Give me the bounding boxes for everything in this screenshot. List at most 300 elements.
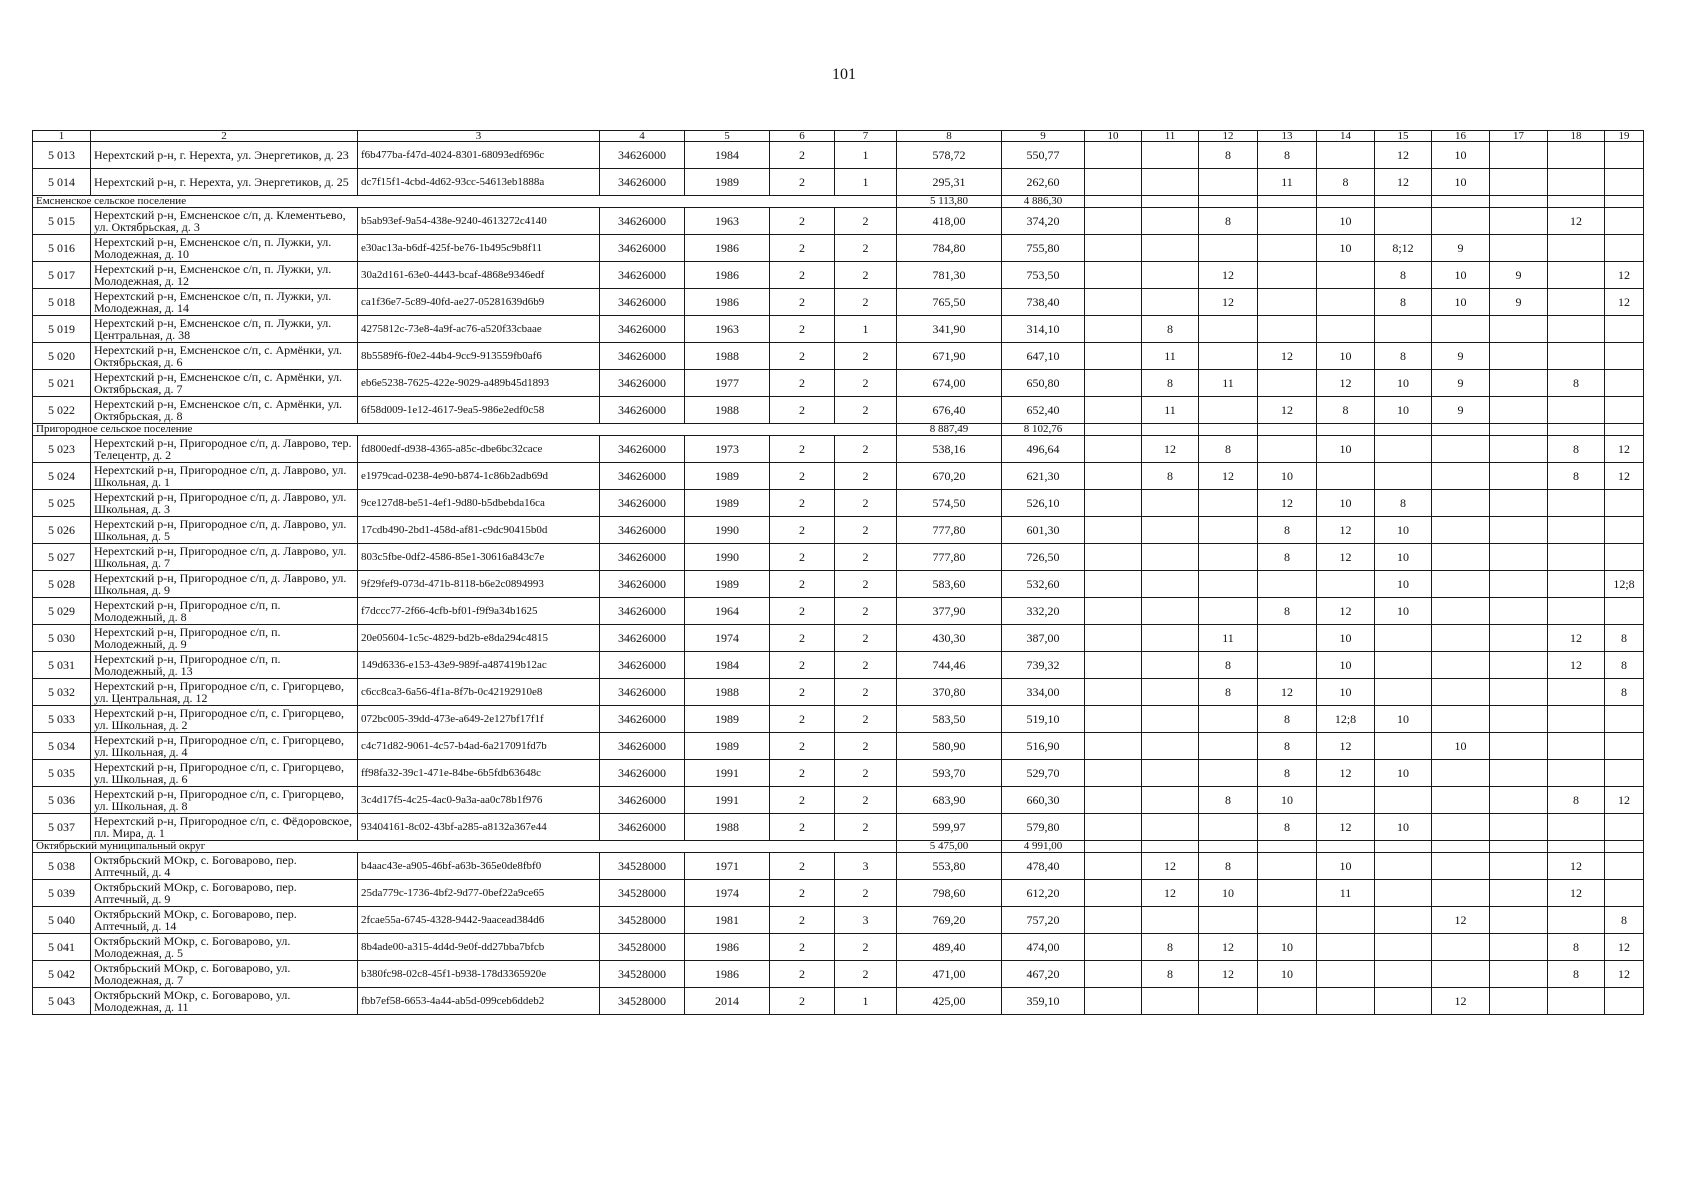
table-cell: 2 (770, 652, 835, 679)
table-cell (1548, 988, 1605, 1015)
table-cell (1548, 142, 1605, 169)
table-cell (1258, 289, 1317, 316)
table-cell: 34626000 (600, 544, 685, 571)
table-cell (1085, 370, 1142, 397)
table-cell: 519,10 (1002, 706, 1085, 733)
table-cell: 387,00 (1002, 625, 1085, 652)
table-cell: 370,80 (897, 679, 1002, 706)
header-row (33, 131, 1644, 142)
table-cell (1085, 343, 1142, 370)
table-cell: 34626000 (600, 463, 685, 490)
table-cell (1548, 169, 1605, 196)
table-cell: 12 (1199, 934, 1258, 961)
table-cell (1605, 814, 1644, 841)
row-number-cell: 5 027 (33, 544, 91, 571)
table-cell (1432, 841, 1490, 853)
table-cell (1605, 853, 1644, 880)
table-cell: 10 (1258, 463, 1317, 490)
table-cell (1085, 490, 1142, 517)
table-cell (1548, 679, 1605, 706)
table-cell: 12 (1375, 169, 1432, 196)
table-cell: 8 (1317, 397, 1375, 424)
table-cell: 8 (1375, 262, 1432, 289)
table-cell: 374,20 (1002, 208, 1085, 235)
column-header: 17 (1490, 131, 1548, 142)
table-cell (1432, 571, 1490, 598)
table-cell: 11 (1199, 370, 1258, 397)
section-total-9: 8 102,76 (1002, 424, 1085, 436)
table-cell: 11 (1142, 397, 1199, 424)
guid-cell: 8b4ade00-a315-4d4d-9e0f-dd27bba7bfcb (358, 934, 600, 961)
table-cell (1199, 316, 1258, 343)
address-cell: Нерехтский р-н, Пригородное с/п, с. Фёдоровское, пл. Мира, д. 1 (91, 814, 358, 841)
table-cell: 755,80 (1002, 235, 1085, 262)
table-cell: 739,32 (1002, 652, 1085, 679)
table-cell: 418,00 (897, 208, 1002, 235)
table-cell (1085, 652, 1142, 679)
table-cell (1199, 706, 1258, 733)
section-total-8: 8 887,49 (897, 424, 1002, 436)
table-cell (1258, 424, 1317, 436)
table-cell: 580,90 (897, 733, 1002, 760)
table-cell: 8 (1142, 463, 1199, 490)
table-row (33, 235, 1644, 262)
table-cell: 10 (1375, 517, 1432, 544)
table-cell: 2 (770, 370, 835, 397)
table-cell (1605, 142, 1644, 169)
table-row (33, 343, 1644, 370)
table-cell (1317, 142, 1375, 169)
row-number-cell: 5 013 (33, 142, 91, 169)
table-cell (1142, 679, 1199, 706)
table-cell: 8 (1258, 814, 1317, 841)
table-cell (1317, 934, 1375, 961)
table-cell: 1974 (685, 625, 770, 652)
row-number-cell: 5 031 (33, 652, 91, 679)
table-cell (1432, 625, 1490, 652)
table-cell: 2 (835, 208, 897, 235)
row-number-cell: 5 034 (33, 733, 91, 760)
table-cell (1142, 571, 1199, 598)
row-number-cell: 5 042 (33, 961, 91, 988)
table-cell: 34626000 (600, 262, 685, 289)
table-cell (1258, 841, 1317, 853)
table-cell: 1986 (685, 235, 770, 262)
table-cell (1317, 316, 1375, 343)
address-cell: Нерехтский р-н, Пригородное с/п, с. Григорцево, ул. Школьная, д. 4 (91, 733, 358, 760)
table-cell: 8 (1375, 490, 1432, 517)
table-cell: 34626000 (600, 679, 685, 706)
table-cell: 1986 (685, 961, 770, 988)
table-cell (1258, 907, 1317, 934)
column-header: 1 (33, 131, 91, 142)
table-cell: 12 (1258, 490, 1317, 517)
table-cell: 12 (1317, 814, 1375, 841)
table-cell: 676,40 (897, 397, 1002, 424)
table-cell: 2 (770, 679, 835, 706)
table-cell: 574,50 (897, 490, 1002, 517)
table-cell: 8 (1142, 316, 1199, 343)
table-cell: 1991 (685, 787, 770, 814)
row-number-cell: 5 023 (33, 436, 91, 463)
address-cell: Нерехтский р-н, Емсненское с/п, п. Лужки, ул. Молодежная, д. 12 (91, 262, 358, 289)
table-row (33, 436, 1644, 463)
table-cell (1605, 490, 1644, 517)
table-cell: 9 (1432, 343, 1490, 370)
table-cell: 12 (1605, 463, 1644, 490)
guid-cell: b5ab93ef-9a54-438e-9240-4613272c4140 (358, 208, 600, 235)
table-cell: 12 (1142, 436, 1199, 463)
table-cell (1490, 652, 1548, 679)
table-cell: 10 (1375, 571, 1432, 598)
table-cell: 496,64 (1002, 436, 1085, 463)
table-cell (1490, 208, 1548, 235)
table-cell: 2 (770, 760, 835, 787)
table-cell: 34626000 (600, 208, 685, 235)
column-header: 7 (835, 131, 897, 142)
table-cell (1085, 424, 1142, 436)
table-cell: 1977 (685, 370, 770, 397)
table-cell: 8 (1199, 436, 1258, 463)
table-cell (1258, 988, 1317, 1015)
table-cell (1375, 787, 1432, 814)
table-cell: 10 (1258, 787, 1317, 814)
table-cell (1199, 544, 1258, 571)
guid-cell: 93404161-8c02-43bf-a285-a8132a367e44 (358, 814, 600, 841)
table-cell: 8 (1605, 652, 1644, 679)
table-cell (1199, 235, 1258, 262)
table-cell (1085, 196, 1142, 208)
table-cell: 34626000 (600, 289, 685, 316)
table-cell (1142, 652, 1199, 679)
row-number-cell: 5 022 (33, 397, 91, 424)
row-number-cell: 5 043 (33, 988, 91, 1015)
table-cell: 2 (835, 880, 897, 907)
table-cell (1142, 841, 1199, 853)
table-cell (1490, 544, 1548, 571)
table-cell: 1963 (685, 316, 770, 343)
table-cell (1605, 760, 1644, 787)
table-cell (1085, 961, 1142, 988)
guid-cell: 20e05604-1c5c-4829-bd2b-e8da294c4815 (358, 625, 600, 652)
table-cell (1375, 424, 1432, 436)
table-cell: 671,90 (897, 343, 1002, 370)
guid-cell: 8b5589f6-f0e2-44b4-9cc9-913559fb0af6 (358, 343, 600, 370)
table-cell: 34626000 (600, 706, 685, 733)
table-cell: 2 (770, 544, 835, 571)
address-cell: Нерехтский р-н, Емсненское с/п, п. Лужки, ул. Молодежная, д. 14 (91, 289, 358, 316)
table-row (33, 625, 1644, 652)
column-header: 18 (1548, 131, 1605, 142)
table-cell: 2 (835, 397, 897, 424)
table-cell: 2 (835, 262, 897, 289)
table-cell (1375, 652, 1432, 679)
table-cell (1548, 733, 1605, 760)
table-cell: 10 (1432, 289, 1490, 316)
table-cell: 8 (1258, 598, 1317, 625)
address-cell: Октябрьский МОкр, с. Боговарово, ул. Молодежная, д. 5 (91, 934, 358, 961)
table-cell (1142, 544, 1199, 571)
address-cell: Октябрьский МОкр, с. Боговарово, ул. Молодежная, д. 7 (91, 961, 358, 988)
row-number-cell: 5 020 (33, 343, 91, 370)
table-cell: 2 (835, 370, 897, 397)
table-cell (1490, 571, 1548, 598)
table-cell (1605, 841, 1644, 853)
table-cell (1605, 880, 1644, 907)
table-cell (1548, 316, 1605, 343)
table-cell (1085, 142, 1142, 169)
table-cell: 1989 (685, 463, 770, 490)
table-cell: 9 (1490, 289, 1548, 316)
table-cell (1142, 907, 1199, 934)
table-cell (1317, 961, 1375, 988)
table-cell: 12;8 (1317, 706, 1375, 733)
table-cell: 12 (1432, 988, 1490, 1015)
table-cell (1085, 880, 1142, 907)
table-cell (1432, 787, 1490, 814)
table-cell: 8 (1258, 706, 1317, 733)
table-cell (1142, 196, 1199, 208)
table-cell: 599,97 (897, 814, 1002, 841)
table-cell (1199, 841, 1258, 853)
guid-cell: 2fcae55a-6745-4328-9442-9aacead384d6 (358, 907, 600, 934)
address-cell: Нерехтский р-н, Пригородное с/п, д. Лаврово, ул. Школьная, д. 5 (91, 517, 358, 544)
address-cell: Нерехтский р-н, Пригородное с/п, п. Молодежный, д. 9 (91, 625, 358, 652)
table-cell: 12 (1605, 436, 1644, 463)
table-cell: 660,30 (1002, 787, 1085, 814)
table-cell: 2 (835, 679, 897, 706)
table-cell: 34626000 (600, 598, 685, 625)
table-cell: 9 (1432, 397, 1490, 424)
table-cell (1199, 517, 1258, 544)
table-cell: 2014 (685, 988, 770, 1015)
table-cell: 2 (770, 169, 835, 196)
table-cell: 359,10 (1002, 988, 1085, 1015)
table-cell: 8 (1548, 787, 1605, 814)
table-cell: 2 (835, 961, 897, 988)
table-cell (1375, 988, 1432, 1015)
table-cell (1142, 517, 1199, 544)
table-cell (1085, 787, 1142, 814)
row-number-cell: 5 019 (33, 316, 91, 343)
table-cell: 12 (1317, 760, 1375, 787)
table-cell (1258, 436, 1317, 463)
table-cell (1490, 706, 1548, 733)
table-cell (1142, 142, 1199, 169)
column-header: 13 (1258, 131, 1317, 142)
table-cell: 8 (1548, 370, 1605, 397)
table-cell (1317, 787, 1375, 814)
table-cell: 377,90 (897, 598, 1002, 625)
table-cell (1548, 262, 1605, 289)
table-cell: 601,30 (1002, 517, 1085, 544)
table-cell: 10 (1317, 235, 1375, 262)
table-cell (1375, 961, 1432, 988)
table-cell: 425,00 (897, 988, 1002, 1015)
table-cell: 1963 (685, 208, 770, 235)
table-cell (1085, 760, 1142, 787)
table-cell (1432, 679, 1490, 706)
table-cell: 550,77 (1002, 142, 1085, 169)
table-row (33, 706, 1644, 733)
table-cell (1375, 841, 1432, 853)
table-row (33, 934, 1644, 961)
table-cell (1490, 961, 1548, 988)
table-cell (1432, 424, 1490, 436)
column-header: 3 (358, 131, 600, 142)
table-cell (1490, 169, 1548, 196)
table-cell: 781,30 (897, 262, 1002, 289)
table-cell: 10 (1258, 961, 1317, 988)
address-cell: Октябрьский МОкр, с. Боговарово, пер. Аптечный, д. 9 (91, 880, 358, 907)
table-cell (1548, 343, 1605, 370)
table-cell (1605, 169, 1644, 196)
table-cell (1085, 814, 1142, 841)
guid-cell: 9ce127d8-be51-4ef1-9d80-b5dbebda16ca (358, 490, 600, 517)
table-cell (1432, 208, 1490, 235)
table-cell: 10 (1375, 397, 1432, 424)
table-cell: 10 (1258, 934, 1317, 961)
table-cell (1142, 760, 1199, 787)
table-cell: 12 (1605, 787, 1644, 814)
table-cell (1085, 679, 1142, 706)
table-cell: 10 (1199, 880, 1258, 907)
guid-cell: ca1f36e7-5c89-40fd-ae27-05281639d6b9 (358, 289, 600, 316)
row-number-cell: 5 040 (33, 907, 91, 934)
table-cell: 2 (835, 463, 897, 490)
table-cell (1605, 343, 1644, 370)
table-cell (1490, 733, 1548, 760)
table-cell (1317, 841, 1375, 853)
guid-cell: 4275812c-73e8-4a9f-ac76-a520f33cbaae (358, 316, 600, 343)
table-cell (1432, 490, 1490, 517)
table-cell (1375, 625, 1432, 652)
table-cell (1375, 679, 1432, 706)
table-cell: 12 (1142, 853, 1199, 880)
row-number-cell: 5 032 (33, 679, 91, 706)
table-cell: 9 (1490, 262, 1548, 289)
table-cell: 2 (835, 571, 897, 598)
row-number-cell: 5 041 (33, 934, 91, 961)
table-cell: 670,20 (897, 463, 1002, 490)
address-cell: Октябрьский МОкр, с. Боговарово, ул. Молодежная, д. 11 (91, 988, 358, 1015)
table-cell (1317, 196, 1375, 208)
table-cell: 8 (1548, 934, 1605, 961)
row-number-cell: 5 015 (33, 208, 91, 235)
guid-cell: 17cdb490-2bd1-458d-af81-c9dc90415b0d (358, 517, 600, 544)
table-cell: 12 (1605, 961, 1644, 988)
table-cell: 532,60 (1002, 571, 1085, 598)
table-cell: 2 (770, 235, 835, 262)
table-cell (1199, 598, 1258, 625)
table-cell: 765,50 (897, 289, 1002, 316)
table-cell: 12 (1605, 934, 1644, 961)
table-row (33, 490, 1644, 517)
table-cell: 2 (835, 787, 897, 814)
guid-cell: 25da779c-1736-4bf2-9d77-0bef22a9ce65 (358, 880, 600, 907)
table-cell: 12 (1548, 853, 1605, 880)
table-cell (1490, 679, 1548, 706)
table-cell: 12 (1548, 625, 1605, 652)
table-cell: 1991 (685, 760, 770, 787)
table-cell: 12 (1199, 262, 1258, 289)
table-cell (1432, 598, 1490, 625)
table-cell: 2 (770, 490, 835, 517)
table-cell (1432, 814, 1490, 841)
table-cell (1142, 235, 1199, 262)
table-cell (1432, 652, 1490, 679)
table-cell: 2 (770, 880, 835, 907)
row-number-cell: 5 029 (33, 598, 91, 625)
guid-cell: ff98fa32-39c1-471e-84be-6b5fdb63648c (358, 760, 600, 787)
table-cell: 2 (835, 343, 897, 370)
table-cell: 1986 (685, 262, 770, 289)
table-cell (1142, 208, 1199, 235)
table-cell: 8 (1199, 142, 1258, 169)
table-cell: 12 (1548, 880, 1605, 907)
table-cell: 12 (1258, 397, 1317, 424)
table-cell (1375, 436, 1432, 463)
table-cell: 578,72 (897, 142, 1002, 169)
table-cell: 34626000 (600, 490, 685, 517)
table-cell (1432, 436, 1490, 463)
table-cell: 8 (1199, 853, 1258, 880)
table-cell: 34626000 (600, 760, 685, 787)
table-cell: 1990 (685, 544, 770, 571)
table-cell: 1986 (685, 289, 770, 316)
column-header: 8 (897, 131, 1002, 142)
table-cell: 516,90 (1002, 733, 1085, 760)
table-cell: 2 (770, 397, 835, 424)
table-row (33, 208, 1644, 235)
column-header: 12 (1199, 131, 1258, 142)
table-cell: 12 (1605, 262, 1644, 289)
table-cell (1258, 625, 1317, 652)
table-cell: 262,60 (1002, 169, 1085, 196)
table-cell: 8 (1199, 679, 1258, 706)
guid-cell: c4c71d82-9061-4c57-b4ad-6a217091fd7b (358, 733, 600, 760)
section-total-8: 5 475,00 (897, 841, 1002, 853)
table-cell: 2 (770, 571, 835, 598)
table-cell (1490, 841, 1548, 853)
table-cell: 538,16 (897, 436, 1002, 463)
row-number-cell: 5 035 (33, 760, 91, 787)
table-cell: 2 (770, 517, 835, 544)
table-cell (1258, 571, 1317, 598)
table-row (33, 853, 1644, 880)
table-cell (1317, 289, 1375, 316)
page-number: 101 (832, 66, 856, 83)
table-cell: 10 (1432, 733, 1490, 760)
table-cell: 1964 (685, 598, 770, 625)
table-cell: 8 (1258, 760, 1317, 787)
table-cell (1085, 208, 1142, 235)
table-cell (1548, 760, 1605, 787)
address-cell: Нерехтский р-н, Пригородное с/п, д. Лаврово, ул. Школьная, д. 1 (91, 463, 358, 490)
table-cell (1605, 598, 1644, 625)
address-cell: Нерехтский р-н, Пригородное с/п, д. Лаврово, ул. Школьная, д. 3 (91, 490, 358, 517)
table-cell: 2 (835, 652, 897, 679)
table-cell (1432, 316, 1490, 343)
table-cell: 1988 (685, 397, 770, 424)
address-cell: Нерехтский р-н, Пригородное с/п, п. Молодежный, д. 8 (91, 598, 358, 625)
address-cell: Нерехтский р-н, Емсненское с/п, с. Армёнки, ул. Октябрьская, д. 6 (91, 343, 358, 370)
section-label: Пригородное сельское поселение (33, 424, 897, 436)
table-cell: 467,20 (1002, 961, 1085, 988)
table-cell: 12 (1258, 679, 1317, 706)
table-cell: 2 (835, 934, 897, 961)
guid-cell: dc7f15f1-4cbd-4d62-93cc-54613eb1888a (358, 169, 600, 196)
